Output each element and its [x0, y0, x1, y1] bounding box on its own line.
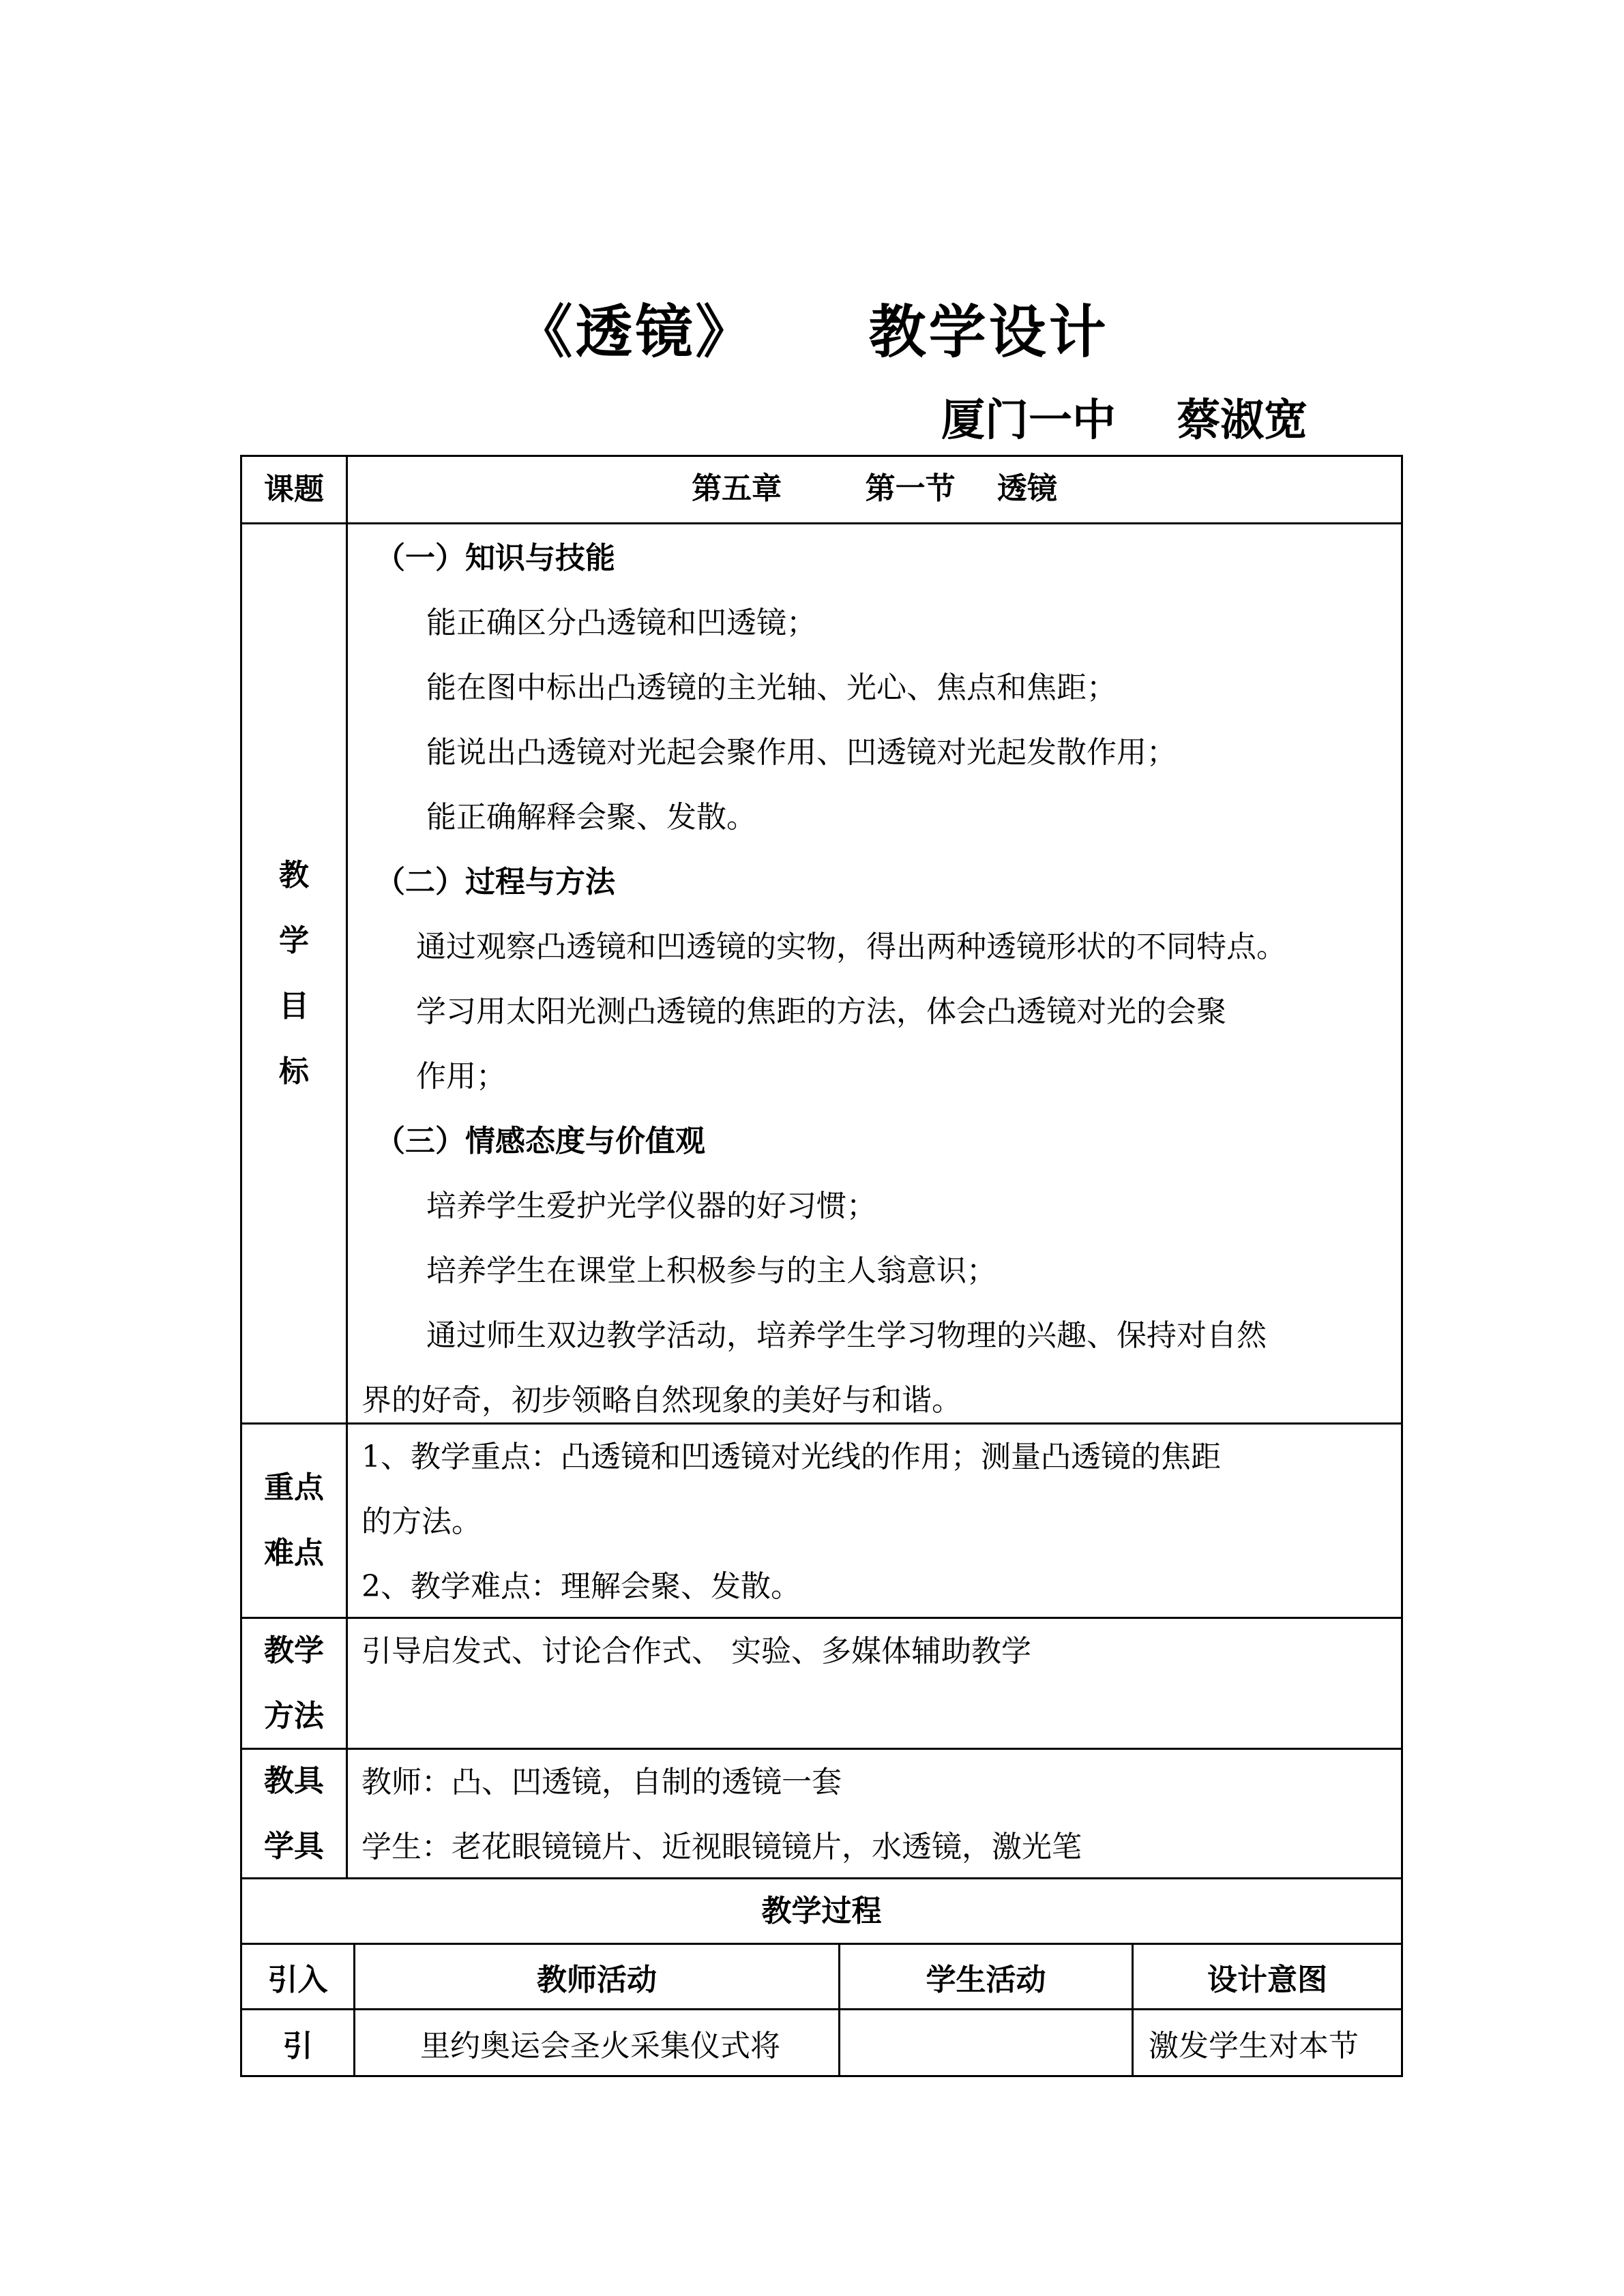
- objectives-label-char: 学: [279, 923, 309, 958]
- section3-item: 界的好奇，初步领略自然现象的美好与和谐。: [361, 1383, 962, 1418]
- document-title: 《透镜》 教学设计: [515, 298, 1109, 366]
- objectives-label-char: 教: [279, 857, 309, 893]
- methods-label-line: 方法: [264, 1698, 324, 1733]
- tools-teacher: 教师：凸、凹透镜，自制的透镜一套: [361, 1765, 842, 1800]
- process-cell: 激发学生对本节: [1149, 2028, 1359, 2063]
- methods-row: [242, 1617, 1401, 1748]
- process-col-header: 设计意图: [1207, 1962, 1327, 1997]
- methods-label-line: 教学: [264, 1632, 324, 1668]
- process-header-row: [242, 1943, 1401, 2008]
- process-heading: 教学过程: [761, 1894, 882, 1928]
- key-points-label: [242, 1425, 348, 1617]
- lesson-plan-table: [240, 455, 1403, 2077]
- tools-row: [242, 1748, 1401, 1877]
- process-cell: [840, 2010, 1134, 2075]
- section2-item: 通过观察凸透镜和凹透镜的实物，得出两种透镜形状的不同特点。: [416, 929, 1286, 964]
- section1-item: 能正确解释会聚、发散。: [426, 800, 756, 835]
- objectives-label: [242, 524, 348, 1422]
- process-col-header: 引入: [242, 1945, 355, 2008]
- objectives-content: [348, 524, 1401, 1422]
- section1-item: 能在图中标出凸透镜的主光轴、光心、焦点和焦距；: [426, 670, 1117, 705]
- key-points-line: 1、教学重点：凸透镜和凹透镜对光线的作用；测量凸透镜的焦距: [361, 1440, 1221, 1474]
- section3-heading: （三）情感态度与价值观: [375, 1124, 705, 1159]
- process-cell: 里约奥运会圣火采集仪式将: [355, 2010, 840, 2075]
- key-points-row: [242, 1422, 1401, 1617]
- author-line: 厦门一中 蔡淑宽: [941, 395, 1308, 446]
- key-points-label-line: 重点: [264, 1470, 324, 1505]
- topic-value: 第五章 第一节 透镜: [692, 471, 1057, 506]
- section2-heading: （二）过程与方法: [375, 865, 615, 899]
- process-cell: 引: [242, 2010, 355, 2075]
- topic-row: [242, 457, 1401, 522]
- methods-label: [242, 1619, 348, 1748]
- section3-item: 培养学生爱护光学仪器的好习惯；: [426, 1189, 876, 1223]
- section2-item: 学习用太阳光测凸透镜的焦距的方法，体会凸透镜对光的会聚: [416, 994, 1226, 1029]
- methods-value: 引导启发式、讨论合作式、 实验、多媒体辅助教学: [361, 1634, 1031, 1669]
- objectives-label-char: 标: [279, 1054, 309, 1089]
- topic-label: 课题: [242, 457, 348, 522]
- objectives-row: [242, 522, 1401, 1422]
- key-points-line: 2、教学难点：理解会聚、发散。: [361, 1569, 801, 1604]
- process-row: [242, 2008, 1401, 2075]
- section1-heading: （一）知识与技能: [375, 541, 615, 576]
- section3-item: 通过师生双边教学活动，培养学生学习物理的兴趣、保持对自然: [426, 1318, 1267, 1353]
- section1-item: 能说出凸透镜对光起会聚作用、凹透镜对光起发散作用；: [426, 735, 1177, 770]
- tools-label-line: 学具: [264, 1828, 324, 1864]
- key-points-label-line: 难点: [264, 1536, 324, 1570]
- process-col-header: 教师活动: [355, 1945, 840, 2008]
- tools-label: [242, 1750, 348, 1877]
- methods-content: [348, 1619, 1401, 1748]
- tools-label-line: 教具: [264, 1763, 324, 1798]
- tools-student: 学生：老花眼镜镜片、近视眼镜镜片，水透镜，激光笔: [361, 1830, 1082, 1864]
- section2-item: 作用；: [416, 1059, 506, 1094]
- process-heading-row: [242, 1877, 1401, 1943]
- section1-item: 能正确区分凸透镜和凹透镜；: [426, 606, 816, 640]
- section3-item: 培养学生在课堂上积极参与的主人翁意识；: [426, 1253, 996, 1288]
- key-points-content: [348, 1425, 1401, 1617]
- key-points-line: 的方法。: [361, 1504, 482, 1539]
- objectives-label-char: 目: [279, 988, 309, 1024]
- tools-content: [348, 1750, 1401, 1877]
- process-col-header: 学生活动: [840, 1945, 1134, 2008]
